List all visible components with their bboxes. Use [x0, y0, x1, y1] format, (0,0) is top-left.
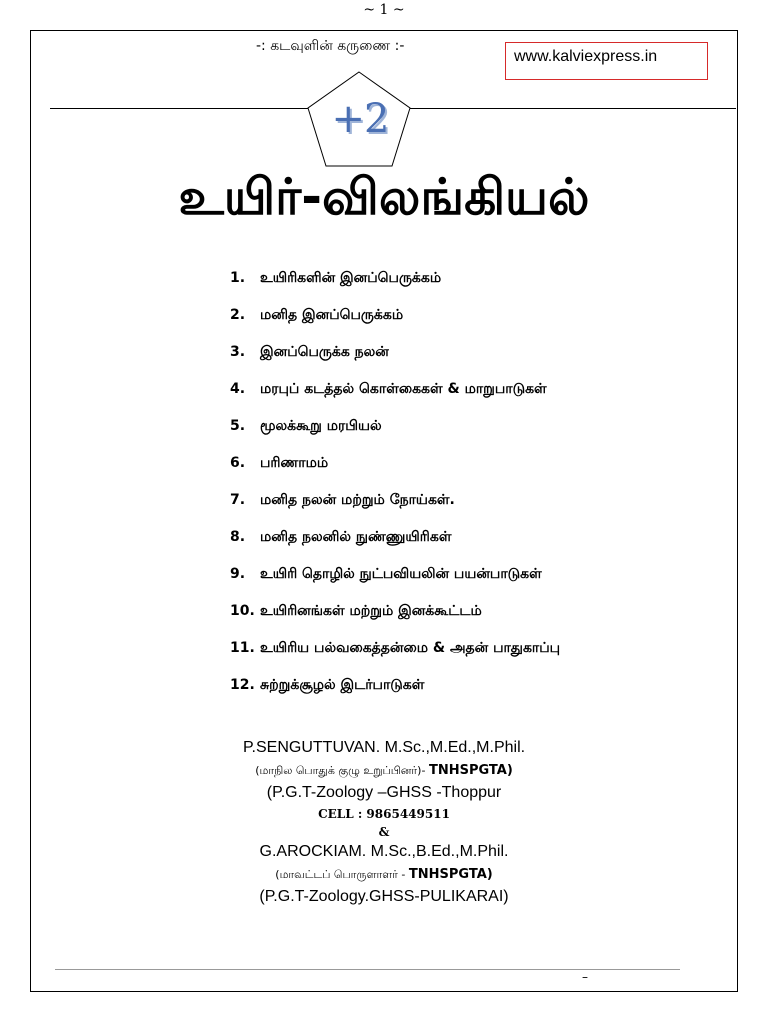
- chapter-title: உயிரிகளின் இனப்பெருக்கம்: [260, 270, 442, 286]
- chapter-number: 5.: [230, 418, 246, 434]
- author1-role: [0, 760, 768, 782]
- author2-role: [0, 864, 768, 886]
- chapter-item: [230, 529, 560, 566]
- chapter-item: [230, 677, 560, 714]
- chapter-number: 8.: [230, 529, 246, 545]
- author2-org: TNHSPGTA): [408, 867, 493, 882]
- chapter-item: [230, 492, 560, 529]
- chapter-title: உயிரினங்கள் மற்றும் இனக்கூட்டம்: [260, 603, 482, 619]
- author1-name: P.SENGUTTUVAN. M.Sc.,M.Ed.,M.Phil.: [242, 739, 526, 756]
- chapter-number: 1.: [230, 270, 246, 286]
- chapter-title: சுற்றுக்சூழல் இடர்பாடுகள்: [260, 677, 425, 693]
- chapter-number: 4.: [230, 381, 246, 397]
- chapter-title: மூலக்கூறு மரபியல்: [260, 418, 382, 434]
- chapter-item: [230, 307, 560, 344]
- chapter-number: 9.: [230, 566, 246, 582]
- chapter-item: [230, 270, 560, 307]
- author1-org: TNHSPGTA): [428, 763, 513, 778]
- chapter-title: உயிரி தொழில் நுட்பவியலின் பயன்பாடுகள்: [260, 566, 542, 582]
- website-link[interactable]: www.kalviexpress.in: [505, 42, 708, 80]
- chapter-title: மனித இனப்பெருக்கம்: [260, 307, 404, 323]
- author-block: [0, 736, 768, 908]
- chapter-list: [230, 270, 560, 714]
- blessing-header: -: கடவுளின் கருணை :-: [256, 38, 405, 54]
- chapter-title: பரிணாமம்: [260, 455, 329, 471]
- chapter-number: 12.: [230, 677, 255, 693]
- author2-name: G.AROCKIAM. M.Sc.,B.Ed.,M.Phil.: [259, 843, 509, 860]
- chapter-number: 7.: [230, 492, 246, 508]
- chapter-item: [230, 640, 560, 677]
- chapter-number: 3.: [230, 344, 246, 360]
- chapter-item: [230, 603, 560, 640]
- chapter-number: 6.: [230, 455, 246, 471]
- grade-badge: +2: [331, 96, 389, 142]
- author1-post: (P.G.T-Zoology –GHSS -Thoppur: [266, 784, 502, 801]
- chapter-title: உயிரிய பல்வகைத்தன்மை & அதன் பாதுகாப்பு: [260, 640, 561, 656]
- chapter-number: 10.: [230, 603, 255, 619]
- author2-post: (P.G.T-Zoology.GHSS-PULIKARAI): [259, 888, 509, 905]
- chapter-item: [230, 418, 560, 455]
- author1-cell: CELL : 9865449511: [318, 807, 450, 821]
- author2-role-text: (மாவட்டப் பொருளாளர் -: [275, 868, 406, 881]
- chapter-number: 11.: [230, 640, 255, 656]
- chapter-title: இனப்பெருக்க நலன்: [260, 344, 389, 360]
- chapter-item: [230, 566, 560, 603]
- chapter-title: மனித நலன் மற்றும் நோய்கள்.: [260, 492, 455, 508]
- chapter-title: மரபுப் கடத்தல் கொள்கைகள் & மாறுபாடுகள்: [260, 381, 547, 397]
- chapter-title: மனித நலனில் நுண்ணுயிரிகள்: [260, 529, 452, 545]
- author1-role-text: (மாநில பொதுக் குழு உறுப்பினர்)-: [255, 764, 426, 777]
- chapter-item: [230, 344, 560, 381]
- chapter-number: 2.: [230, 307, 246, 323]
- footer-mark: –: [582, 970, 588, 984]
- page-title: உயிர்-விலங்கியல்: [178, 168, 590, 226]
- chapter-item: [230, 455, 560, 492]
- author-separator: &: [378, 825, 390, 839]
- page-number: ~ 1 ~: [363, 2, 405, 18]
- chapter-item: [230, 381, 560, 418]
